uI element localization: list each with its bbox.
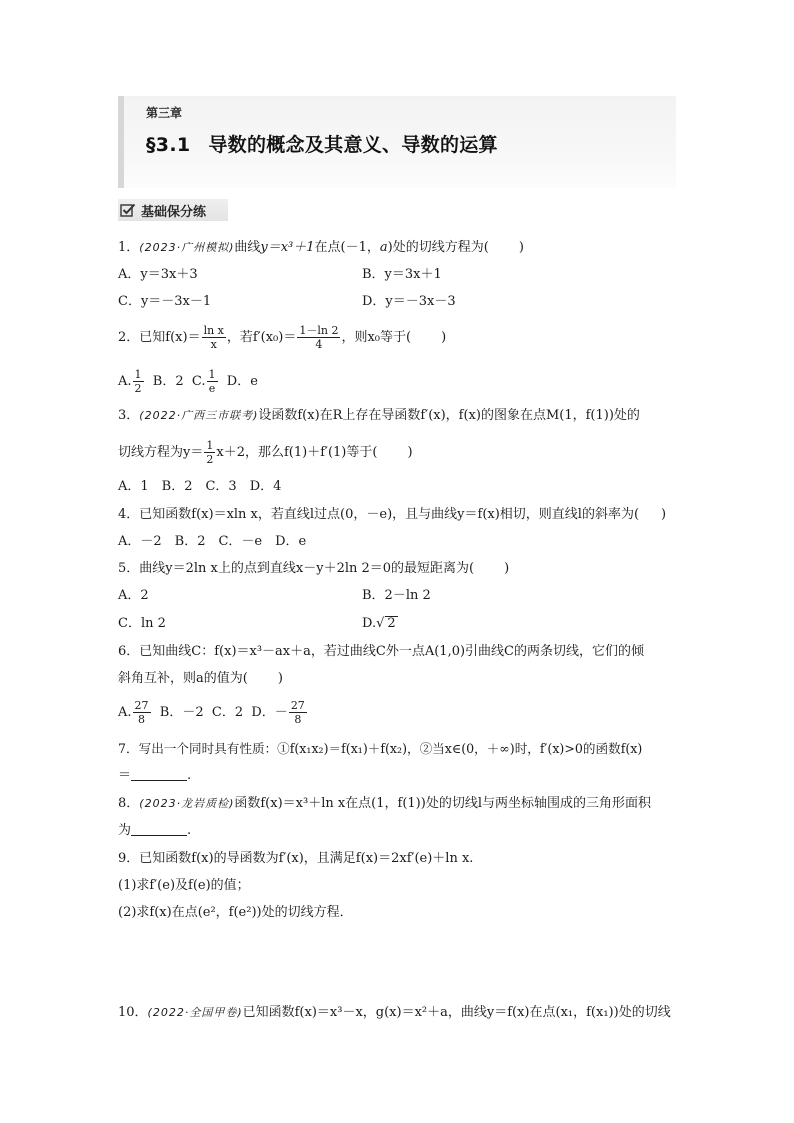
q2-stem-c: ，则x₀等于( xyxy=(341,330,412,345)
q6-option-a-label: A. xyxy=(118,705,132,720)
section-title-text: 导数的概念及其意义、导数的运算 xyxy=(208,134,498,156)
q2-frac2-denominator: 4 xyxy=(315,338,323,351)
q1-source: (2023·广州模拟) xyxy=(139,241,235,254)
q7-line-2: ＝ xyxy=(118,768,132,783)
q6-option-a-numerator: 27 xyxy=(134,699,149,712)
q2-option-c-fraction xyxy=(207,368,218,395)
q8-line-1: 函数f(x)＝x³＋ln x在点(1，f(1))处的切线l与两坐标轴围成的三角形面积 xyxy=(234,796,651,811)
section-number: §3.1 xyxy=(146,134,191,156)
q1-paren-close: ) xyxy=(518,240,524,255)
q7-line-2-wrap xyxy=(118,766,191,786)
question-10 xyxy=(118,1003,671,1023)
q2-option-a-denominator: 2 xyxy=(134,382,142,395)
q7-number: 7． xyxy=(118,741,139,756)
q2-stem-a: 已知f(x)＝ xyxy=(139,330,201,345)
q6-option-a-denominator: 8 xyxy=(138,713,146,726)
q3-line-2b: x＋2，那么f(1)＋f′(1)等于( xyxy=(216,445,378,460)
q2-fraction-2 xyxy=(297,324,340,351)
q2-option-c-numerator: 1 xyxy=(208,368,216,381)
q2-frac1-numerator: ln x xyxy=(203,324,224,337)
check-icon xyxy=(120,202,136,218)
q6-line-2: 斜角互补，则a的值为( xyxy=(118,671,248,686)
q3-line-1: 设函数f(x)在R上存在导函数f′(x)，f(x)的图象在点M(1，f(1))处的 xyxy=(258,408,640,423)
q3-options: A．1 B．2 C．3 D．4 xyxy=(118,479,282,494)
q3-number: 3． xyxy=(118,408,140,423)
q8-line-2-wrap xyxy=(118,821,191,841)
q10-line-1: 已知函数f(x)＝x³－x，g(x)＝x²＋a，曲线y＝f(x)在点(x₁，f(x₁))处的切线 xyxy=(242,1005,671,1020)
q5-option-c: C．ln 2 xyxy=(118,616,166,631)
q4-stem: 已知函数f(x)＝xln x，若直线l过点(0，－e)，且与曲线y＝f(x)相切，则直线l的斜率为( xyxy=(139,507,640,522)
q8-answer-blank[interactable] xyxy=(131,821,187,836)
q2-option-c-denominator: e xyxy=(208,382,216,395)
question-9 xyxy=(118,849,473,869)
q4-number: 4． xyxy=(118,507,140,522)
q2-option-b: B．2 xyxy=(152,374,184,389)
q1-option-d: D．y＝－3x－3 xyxy=(362,294,456,309)
q2-paren-close: ) xyxy=(441,330,447,345)
q3-frac-denominator: 2 xyxy=(206,453,214,466)
question-5 xyxy=(118,559,509,579)
q5-option-d: D.√ 2 xyxy=(362,616,396,631)
section-title xyxy=(146,130,498,157)
q9-stem: 已知函数f(x)的导函数为f′(x)，且满足f(x)＝2xf′(e)＋ln x. xyxy=(139,851,474,866)
q1-stem-c: )处的切线方程为( xyxy=(387,240,489,255)
q8-line-2: 为 xyxy=(118,823,132,838)
q3-fraction xyxy=(204,439,215,466)
practice-badge xyxy=(118,199,228,221)
question-6 xyxy=(118,642,644,662)
q6-paren-close: ) xyxy=(277,671,283,686)
q2-frac2-numerator: 1－ln 2 xyxy=(299,324,339,337)
q5-option-d-label: D. xyxy=(362,616,377,631)
question-2 xyxy=(118,322,446,354)
q6-option-d-label: D．－ xyxy=(251,705,288,720)
q6-option-d-numerator: 27 xyxy=(290,699,305,712)
q1-option-b: B．y＝3x＋1 xyxy=(362,267,442,282)
q1-stem-b: 在点(－1， xyxy=(314,240,380,255)
q8-line-2-end: . xyxy=(187,823,192,838)
q1-option-a: A．y＝3x＋3 xyxy=(118,267,198,282)
q2-stem-b: ，若f′(x₀)＝ xyxy=(226,330,297,345)
q1-stem-a: 曲线 xyxy=(234,240,261,255)
q9-part-2: (2)求f(x)在点(e²，f(e²))处的切线方程． xyxy=(118,905,353,920)
q1-equation: y＝x³＋1 xyxy=(260,240,315,255)
q3-source: (2022·广西三市联考) xyxy=(139,409,259,422)
q2-options xyxy=(118,366,258,398)
q2-frac1-denominator: x xyxy=(210,338,217,351)
q6-line-2-wrap xyxy=(118,669,283,689)
question-4 xyxy=(118,505,666,525)
q5-paren-close: ) xyxy=(504,561,510,576)
q5-stem: 曲线y＝2ln x上的点到直线x－y＋2ln 2＝0的最短距离为( xyxy=(139,561,475,576)
q7-line-1: 写出一个同时具有性质：①f(x₁x₂)＝f(x₁)＋f(x₂)，②当x∈(0，＋∞)时，f′(x)>0的函数f(x) xyxy=(138,741,643,756)
q1-var-a: a xyxy=(379,240,388,255)
q6-options xyxy=(118,697,308,729)
q6-option-d-fraction xyxy=(289,699,307,726)
q9-number: 9． xyxy=(118,851,140,866)
q3-line-2a: 切线方程为y＝ xyxy=(118,445,204,460)
q5-option-d-radicand: 2 xyxy=(387,616,396,631)
q9-part-1: (1)求f′(e)及f(e)的值； xyxy=(118,878,250,893)
q3-frac-numerator: 1 xyxy=(206,439,214,452)
q3-paren-close: ) xyxy=(407,445,413,460)
q6-option-c: C．2 xyxy=(211,705,244,720)
question-1 xyxy=(118,238,524,258)
q6-line-1: 已知曲线C：f(x)＝x³－ax＋a，若过曲线C外一点A(1,0)引曲线C的两条切线，它们的倾 xyxy=(139,644,644,659)
q2-option-a-fraction xyxy=(133,368,144,395)
q2-number: 2． xyxy=(118,330,140,345)
badge-label: 基础保分练 xyxy=(141,204,207,220)
q7-answer-blank[interactable] xyxy=(131,766,187,781)
q4-paren-close: ) xyxy=(661,507,667,522)
q6-option-b: B．－2 xyxy=(159,705,204,720)
chapter-label: 第三章 xyxy=(146,106,183,120)
question-7 xyxy=(118,739,642,759)
q2-option-c-label: C. xyxy=(191,374,206,389)
q5-option-a: A．2 xyxy=(118,588,149,603)
q8-source: (2023·龙岩质检) xyxy=(139,797,235,810)
q2-option-a-label: A. xyxy=(118,374,132,389)
q10-source: (2022·全国甲卷) xyxy=(147,1006,243,1019)
q10-number: 10． xyxy=(118,1005,148,1020)
header-accent-bar xyxy=(118,96,124,188)
q8-number: 8． xyxy=(118,796,140,811)
q2-option-a-numerator: 1 xyxy=(134,368,142,381)
q6-number: 6． xyxy=(118,644,140,659)
q3-line-2-wrap xyxy=(118,437,413,469)
question-3 xyxy=(118,406,640,426)
q5-number: 5． xyxy=(118,561,140,576)
q5-option-b: B．2－ln 2 xyxy=(362,588,431,603)
q2-option-d: D．e xyxy=(226,374,258,389)
q2-fraction-1 xyxy=(202,324,226,351)
question-8 xyxy=(118,794,651,814)
q1-option-c: C．y＝－3x－1 xyxy=(118,294,212,309)
q4-options: A．－2 B．2 C．－e D．e xyxy=(118,534,307,549)
q6-option-a-fraction xyxy=(133,699,151,726)
q1-number: 1． xyxy=(118,240,140,255)
q7-line-2-end: . xyxy=(187,768,192,783)
q6-option-d-denominator: 8 xyxy=(294,713,302,726)
